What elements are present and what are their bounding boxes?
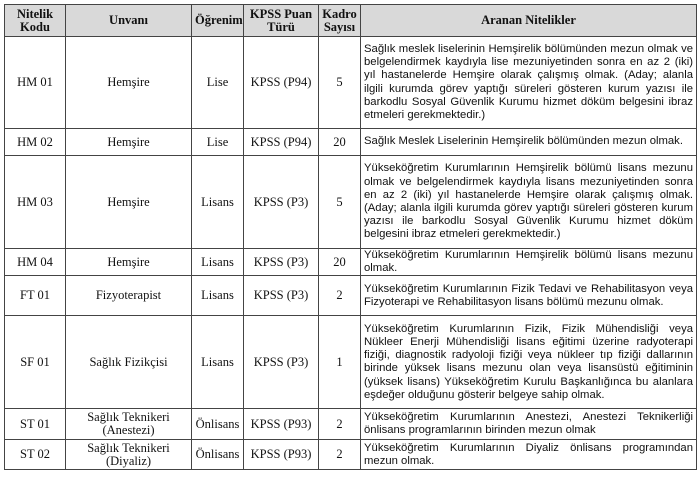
table-row — [5, 129, 697, 156]
cell-kpss: KPSS (P93) — [244, 409, 319, 440]
cell-title: Sağlık Teknikeri (Anestezi) — [66, 409, 192, 440]
cell-requirements: Yükseköğretim Kurumlarının Hemşirelik bölümü lisans mezunu olmak ve belgelendirmek kaydıyla lisans mezuniyetinden sonra en az 2 (iki) yıl hastanelerde Hemşire olarak çalışmış olmak. (Aday; alanla ilgili kurumda görev yaptığı süreleri gösteren kurum yazısı ile barkodlu Sosyal Güvenlik Kurumu hizmet döküm belgesini ibraz etmeleri gerekmektedir.) — [361, 156, 697, 249]
cell-code: ST 02 — [5, 440, 66, 470]
header-kpss: KPSS Puan Türü — [244, 5, 319, 37]
cell-education: Lisans — [192, 156, 244, 249]
table-row — [5, 249, 697, 276]
cell-title: Sağlık Teknikeri (Diyaliz) — [66, 440, 192, 470]
cell-code: SF 01 — [5, 316, 66, 409]
cell-requirements: Yükseköğretim Kurumlarının Anestezi, Anestezi Teknikerliği önlisans programlarının birinden mezun olmak — [361, 409, 697, 440]
cell-cadre: 2 — [319, 276, 361, 316]
cell-requirements: Sağlık Meslek Liselerinin Hemşirelik bölümünden mezun olmak. — [361, 129, 697, 156]
cell-requirements: Yükseköğretim Kurumlarının Fizik, Fizik Mühendisliği veya Nükleer Enerji Mühendisliği lisans eğitimi üzerine radyoterapi fiziği, diagnostik radyoloji fiziği veya nükleer tıp fiziği dallarının birinde yüksek lisans mezunu olan veya lisansüstü eğitiminin (yüksek lisans) Yükseköğretim Kurulu Başkanlığınca bu alanlara eşdeğer olduğunu gösterir belgeye sahip olmak. — [361, 316, 697, 409]
cell-title: Fizyoterapist — [66, 276, 192, 316]
cell-kpss: KPSS (P3) — [244, 156, 319, 249]
header-cadre: Kadro Sayısı — [319, 5, 361, 37]
cell-requirements: Yükseköğretim Kurumlarının Hemşirelik bölümü lisans mezunu olmak. — [361, 249, 697, 276]
header-title: Unvanı — [66, 5, 192, 37]
cell-cadre: 5 — [319, 37, 361, 129]
cell-requirements: Yükseköğretim Kurumlarının Diyaliz önlisans programından mezun olmak. — [361, 440, 697, 470]
cell-education: Lise — [192, 37, 244, 129]
cell-kpss: KPSS (P94) — [244, 37, 319, 129]
cell-education: Lisans — [192, 249, 244, 276]
header-code: Nitelik Kodu — [5, 5, 66, 37]
cell-code: ST 01 — [5, 409, 66, 440]
table-row — [5, 440, 697, 470]
cell-title: Hemşire — [66, 37, 192, 129]
table-row — [5, 316, 697, 409]
cell-education: Lisans — [192, 276, 244, 316]
cell-kpss: KPSS (P3) — [244, 276, 319, 316]
cell-cadre: 20 — [319, 129, 361, 156]
cell-education: Önlisans — [192, 409, 244, 440]
cell-education: Lisans — [192, 316, 244, 409]
table-row — [5, 156, 697, 249]
header-row — [5, 5, 697, 37]
cell-title: Hemşire — [66, 129, 192, 156]
cell-code: FT 01 — [5, 276, 66, 316]
table-row — [5, 37, 697, 129]
cell-cadre: 1 — [319, 316, 361, 409]
cell-requirements: Sağlık meslek liselerinin Hemşirelik bölümünden mezun olmak ve belgelendirmek kaydıyla lise mezuniyetinden sonra en az 2 (iki) yıl hastanelerde Hemşire olarak çalışmış olmak. (Aday; alanla ilgili kurumda görev yaptığı süreleri gösteren kurum yazısı ile barkodlu Sosyal Güvenlik Kurumu hizmet döküm belgesini ibraz etmeleri gerekmektedir.) — [361, 37, 697, 129]
cell-cadre: 2 — [319, 409, 361, 440]
cell-cadre: 20 — [319, 249, 361, 276]
cell-education: Lise — [192, 129, 244, 156]
cell-education: Önlisans — [192, 440, 244, 470]
header-education: Öğrenim — [192, 5, 244, 37]
cell-cadre: 2 — [319, 440, 361, 470]
cell-kpss: KPSS (P93) — [244, 440, 319, 470]
table-row — [5, 276, 697, 316]
cell-title: Hemşire — [66, 156, 192, 249]
header-requirements: Aranan Nitelikler — [361, 5, 697, 37]
cell-cadre: 5 — [319, 156, 361, 249]
cell-kpss: KPSS (P3) — [244, 316, 319, 409]
cell-code: HM 01 — [5, 37, 66, 129]
table-row — [5, 409, 697, 440]
cell-code: HM 02 — [5, 129, 66, 156]
cell-code: HM 04 — [5, 249, 66, 276]
cell-title: Sağlık Fizikçisi — [66, 316, 192, 409]
cell-requirements: Yükseköğretim Kurumlarının Fizik Tedavi ve Rehabilitasyon veya Fizyoterapi ve Rehabilitasyon lisans bölümü mezunu olmak. — [361, 276, 697, 316]
cell-kpss: KPSS (P3) — [244, 249, 319, 276]
cell-title: Hemşire — [66, 249, 192, 276]
positions-table — [4, 4, 697, 470]
cell-code: HM 03 — [5, 156, 66, 249]
cell-kpss: KPSS (P94) — [244, 129, 319, 156]
